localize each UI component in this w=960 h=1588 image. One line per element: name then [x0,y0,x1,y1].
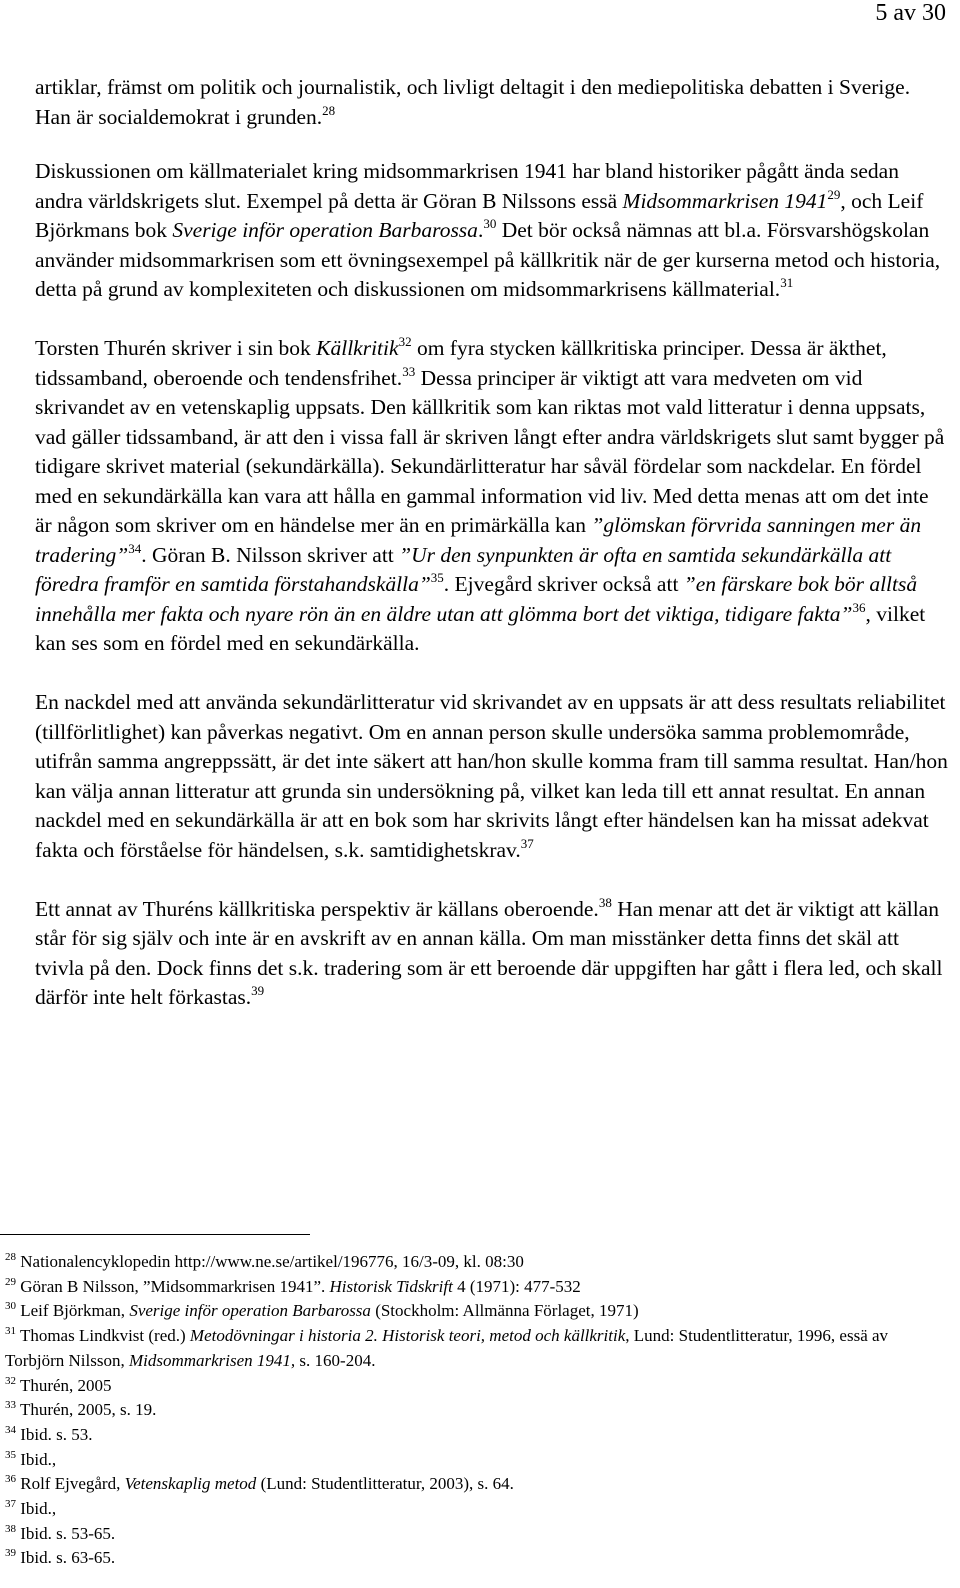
footnote-text: Rolf Ejvegård, [20,1474,125,1494]
footnote-34 [5,1423,950,1448]
footnote-number: 28 [5,1251,16,1263]
text: Det bör också nämnas att bl.a. Försvarshögskolan använder midsommarkrisen som ett övningsexempel på källkritik när de ger kurserna metod och historia, detta på grund av komplexiteten och diskussionen om midsommarkrisens källmaterial. [35,218,941,301]
footnote-ref-31[interactable]: 31 [780,275,794,290]
footnote-ref-35[interactable]: 35 [430,570,444,585]
footnote-title: Historisk Tidskrift [329,1276,453,1296]
footnote-text: Nationalencyklopedin http://www.ne.se/artikel/196776, 16/3-09, kl. 08:30 [20,1252,524,1271]
footnote-text: Leif Björkman, [20,1301,130,1321]
footnote-number: 35 [5,1448,16,1461]
quote: ”Ur den synpunkten är ofta en samtida sekundärkälla att föredra framför en samtida förstahandskälla” [35,542,892,596]
body-text [35,73,950,1013]
quote: ”en färskare bok bör alltså innehålla mer fakta och nyare rön än en äldre utan att glömma bort det viktiga, tidigare fakta” [35,572,918,626]
paragraph-1 [35,73,950,132]
text: , vilket kan ses som en fördel med en sekundärkälla. [35,601,926,655]
footnote-number: 31 [5,1325,16,1338]
footnote-number: 37 [5,1498,16,1511]
book-title: Midsommarkrisen 1941 [622,188,828,213]
footnote-title: Vetenskaplig metod [124,1474,257,1494]
footnote-number: 34 [5,1423,16,1436]
footnote-33 [5,1398,950,1423]
footnote-28 [5,1250,950,1275]
footnote-text: s. 160-204. [295,1350,376,1370]
text: Diskussionen om källmaterialet kring midsommarkrisen 1941 har bland historiker pågått ända sedan andra världskrigets slut. Exempel på detta är Göran B Nilssons essä [35,159,899,213]
footnote-39 [5,1546,950,1571]
footnote-number: 33 [5,1399,16,1412]
footnote-text: Ibid., [20,1499,57,1519]
footnote-ref-39[interactable]: 39 [251,983,265,998]
footnote-text: Göran B Nilsson, ”Midsommarkrisen 1941”. [20,1276,330,1296]
text: artiklar, främst om politik och journalistik, och livligt deltagit i den mediepolitiska debatten i Sverige. Han är socialdemokrat i grunden. [35,75,911,129]
text: , och Leif Björkmans bok [35,188,924,242]
footnote-ref-32[interactable]: 32 [398,334,412,349]
footnote-ref-33[interactable]: 33 [402,363,416,379]
footnote-31 [5,1324,950,1373]
footnote-37 [5,1497,950,1522]
footnote-ref-30[interactable]: 30 [483,216,497,231]
footnote-number: 38 [5,1522,16,1535]
text: Han menar att det är viktigt att källan står för sig själv och inte är en avskrift av en annan källa. Om man misstänker detta finns det skäl att tvivla på den. Dock finns det s.k. tradering som är ett beroende där uppgiften har gått i flera led, och skall därför inte helt förkastas. [35,896,943,1009]
footnotes [5,1250,950,1571]
text: Dessa principer är viktigt att vara medveten om vid skrivandet av en vetenskaplig uppsats. Den källkritik som kan riktas mot vald litteratur i denna uppsats, vad gäller tidssamband, är att den i vissa fall är skriven långt efter andra världskrigets slut samt bygger på tidigare skrivet material (sekundärkälla). Sekundärlitteratur har såväl fördelar som nackdelar. En fördel med en sekundärkälla kan vara att hålla en gammal information vid liv. Med detta menas att om det inte är någon som skriver om en händelse mer än en primärkälla kan [35,365,945,537]
paragraph-5 [35,895,950,1013]
text: . [477,218,484,242]
footnote-separator [0,1234,310,1235]
footnote-38 [5,1522,950,1547]
footnote-ref-36[interactable]: 36 [852,599,866,615]
footnote-text: Ibid. s. 53-65. [20,1523,116,1543]
footnote-title: Sverige inför operation Barbarossa [129,1301,371,1321]
footnote-text: 4 (1971): 477-532 [452,1276,581,1296]
footnote-number: 36 [5,1473,16,1486]
footnote-text: Ibid. s. 63-65. [20,1548,116,1568]
footnote-ref-34[interactable]: 34 [128,540,142,556]
footnote-32 [5,1374,950,1399]
footnote-text: Thomas Lindkvist (red.) [19,1326,190,1346]
footnote-36 [5,1472,950,1497]
footnote-title: Midsommarkrisen 1941, [128,1350,296,1370]
text: . Ejvegård skriver också att [443,572,684,596]
footnote-number: 39 [5,1547,16,1560]
footnote-number: 30 [5,1300,16,1313]
text: Ett annat av Thuréns källkritiska perspektiv är källans oberoende. [35,896,599,921]
footnote-ref-37[interactable]: 37 [520,835,534,851]
book-title: Sverige inför operation Barbarossa [172,218,478,242]
footnote-number: 29 [5,1275,16,1288]
text: . Göran B. Nilsson skriver att [141,542,400,567]
footnote-text: Ibid. s. 53. [20,1424,93,1444]
footnote-number: 32 [5,1374,16,1387]
footnote-35 [5,1448,950,1473]
footnote-text: (Stockholm: Allmänna Förlaget, 1971) [370,1301,639,1321]
footnote-text: , Lund: Studentlitteratur, 1996, essä av Torbjörn Nilsson, [5,1326,889,1370]
footnote-ref-29[interactable]: 29 [827,186,841,202]
book-title: Källkritik [316,336,399,360]
text: om fyra stycken källkritiska principer. Dessa är äkthet, tidssamband, oberoende och tendensfrihet. [35,336,887,390]
footnote-ref-28[interactable]: 28 [322,102,336,118]
footnote-ref-38[interactable]: 38 [598,894,612,910]
footnote-29 [5,1275,950,1300]
footnote-title: Metodövningar i historia 2. Historisk teori, metod och källkritik [189,1326,626,1346]
text: En nackdel med att använda sekundärlitteratur vid skrivandet av en uppsats är att dess resultats reliabilitet (tillförlitlighet) kan påverkas negativt. Om en annan person skulle undersöka samma problemområde, utifrån samma angreppssätt, är det inte säkert att han/hon skulle komma fram till samma resultat. Han/hon kan välja annan litteratur att grunda sin undersökning på, vilket kan leda till ett annat resultat. En annan nackdel med en sekundärkälla är att en bok som har skrivits långt efter händelsen kan ha missat adekvat fakta och förståelse för händelsen, s.k. samtidighetskrav. [35,690,948,862]
page-number: 5 av 30 [875,0,946,26]
paragraph-3 [35,334,950,659]
footnote-text: (Lund: Studentlitteratur, 2003), s. 64. [256,1474,514,1494]
quote: ”glömskan förvrida sanningen mer än tradering” [35,513,922,567]
footnote-text: Thurén, 2005, s. 19. [19,1400,157,1420]
paragraph-4 [35,688,950,865]
paragraph-2 [35,157,950,305]
footnote-text: Thurén, 2005 [19,1375,112,1395]
text: Torsten Thurén skriver i sin bok [35,336,317,360]
footnote-30 [5,1299,950,1324]
footnote-text: Ibid., [20,1449,57,1469]
